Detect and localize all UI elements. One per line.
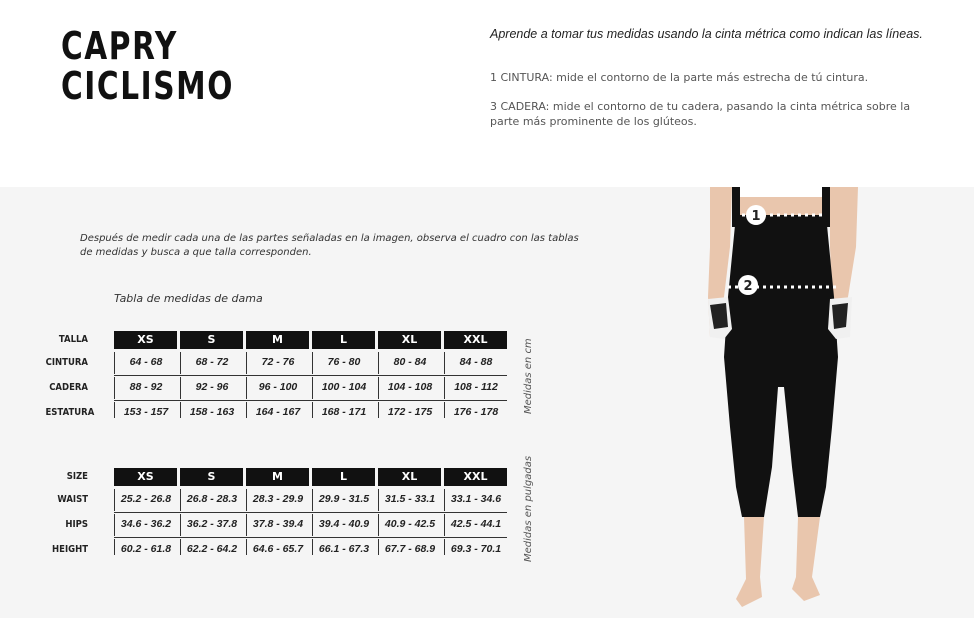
cm-cell: 100 - 104	[312, 377, 375, 399]
cm-cell: 172 - 175	[378, 402, 441, 418]
cm-cell: 164 - 167	[246, 402, 309, 418]
instructions-waist: 1 CINTURA: mide el contorno de la parte más estrecha de tú cintura.	[490, 71, 869, 84]
inch-cell: 62.2 - 64.2	[180, 539, 243, 555]
cm-cell: 96 - 100	[246, 377, 309, 399]
cm-cell: 92 - 96	[180, 377, 243, 399]
inch-row-label: HEIGHT	[52, 544, 88, 555]
row-divider	[114, 512, 507, 513]
inch-cell: 34.6 - 36.2	[114, 514, 177, 536]
inch-units-label: Medidas en pulgadas	[523, 455, 534, 562]
cm-row-label: CADERA	[49, 382, 88, 393]
inch-cell: 25.2 - 26.8	[114, 489, 177, 511]
cm-size-header: XXL	[444, 331, 507, 349]
table-title: Tabla de medidas de dama	[114, 292, 263, 305]
cm-cell: 80 - 84	[378, 352, 441, 374]
inch-cell: 37.8 - 39.4	[246, 514, 309, 536]
inch-cell: 69.3 - 70.1	[444, 539, 507, 555]
cm-cell: 158 - 163	[180, 402, 243, 418]
cm-cell: 88 - 92	[114, 377, 177, 399]
marker-1-text: 1	[751, 209, 761, 224]
cm-units-label: Medidas en cm	[523, 338, 534, 414]
cm-size-header: S	[180, 331, 243, 349]
inch-cell: 31.5 - 33.1	[378, 489, 441, 511]
inch-header-label: SIZE	[66, 471, 88, 482]
cm-cell: 108 - 112	[444, 377, 507, 399]
cm-cell: 76 - 80	[312, 352, 375, 374]
cm-cell: 68 - 72	[180, 352, 243, 374]
cm-row-label: ESTATURA	[45, 407, 95, 418]
inch-cell: 26.8 - 28.3	[180, 489, 243, 511]
inch-size-header: M	[246, 468, 309, 486]
product-title-line1: CAPRY	[61, 24, 178, 68]
inch-cell: 60.2 - 61.8	[114, 539, 177, 555]
inch-cell: 40.9 - 42.5	[378, 514, 441, 536]
instructions-intro: Aprende a tomar tus medidas usando la cinta métrica como indican las líneas.	[490, 27, 923, 41]
cm-cell: 176 - 178	[444, 402, 507, 418]
cm-row-label: CINTURA	[45, 357, 88, 368]
inch-size-header: XXL	[444, 468, 507, 486]
inch-row-label: WAIST	[57, 494, 88, 505]
row-divider	[114, 375, 507, 376]
inch-size-header: S	[180, 468, 243, 486]
cm-size-header: XL	[378, 331, 441, 349]
row-divider	[114, 537, 507, 538]
cm-size-header: XS	[114, 331, 177, 349]
inch-cell: 42.5 - 44.1	[444, 514, 507, 536]
cm-cell: 84 - 88	[444, 352, 507, 374]
measurement-note: Después de medir cada una de las partes señaladas en la imagen, observa el cuadro con las tablas de medidas y busca a que talla corresponden.	[80, 233, 579, 258]
inch-cell: 36.2 - 37.8	[180, 514, 243, 536]
cm-size-header: L	[312, 331, 375, 349]
inch-row-label: HIPS	[65, 519, 88, 530]
inch-size-header: XS	[114, 468, 177, 486]
inch-cell: 66.1 - 67.3	[312, 539, 375, 555]
cm-cell: 104 - 108	[378, 377, 441, 399]
cm-cell: 153 - 157	[114, 402, 177, 418]
inch-cell: 39.4 - 40.9	[312, 514, 375, 536]
inch-cell: 28.3 - 29.9	[246, 489, 309, 511]
inch-cell: 67.7 - 68.9	[378, 539, 441, 555]
inch-size-header: XL	[378, 468, 441, 486]
instructions-hip: 3 CADERA: mide el contorno de tu cadera, pasando la cinta métrica sobre la parte más prominente de los glúteos.	[490, 100, 911, 128]
product-title-line2: CICLISMO	[61, 64, 234, 108]
product-model-photo	[680, 187, 880, 618]
cm-header-label: TALLA	[58, 334, 88, 345]
cm-cell: 64 - 68	[114, 352, 177, 374]
row-divider	[114, 400, 507, 401]
inch-cell: 33.1 - 34.6	[444, 489, 507, 511]
inch-cell: 29.9 - 31.5	[312, 489, 375, 511]
cm-size-header: M	[246, 331, 309, 349]
cm-cell: 168 - 171	[312, 402, 375, 418]
inch-size-header: L	[312, 468, 375, 486]
cm-cell: 72 - 76	[246, 352, 309, 374]
inch-cell: 64.6 - 65.7	[246, 539, 309, 555]
product-title	[61, 26, 234, 106]
marker-2-text: 2	[743, 279, 753, 294]
